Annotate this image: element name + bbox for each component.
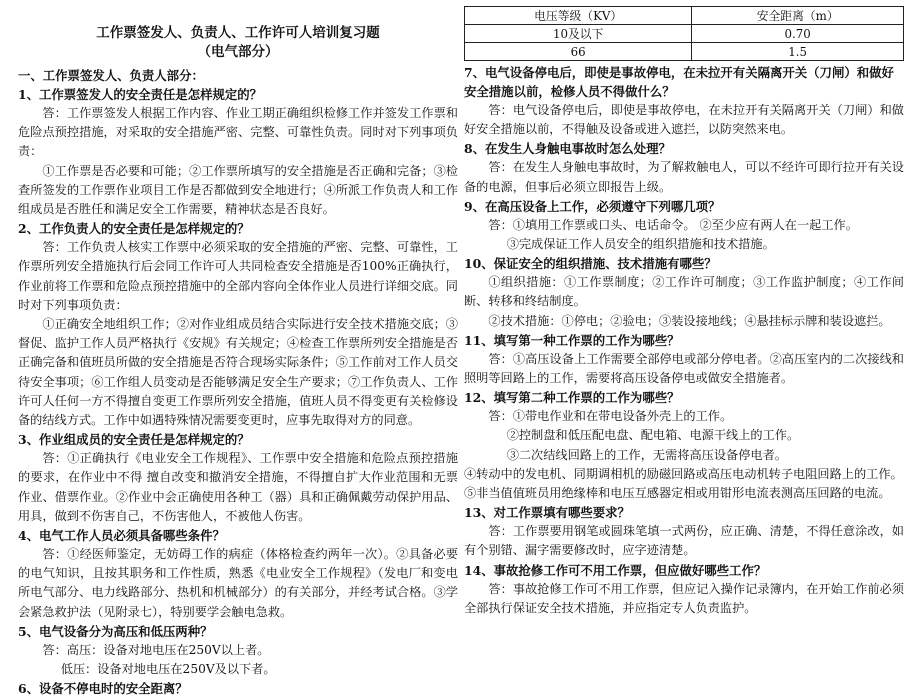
answer-11: 答：①高压设备上工作需要全部停电或部分停电者。②高压室内的二次接线和照明等回路上的工作，需要将高压设备停电或做安全措施者。 bbox=[464, 351, 904, 386]
question-5: 5、电气设备分为高压和低压两种？ bbox=[18, 623, 213, 639]
answer-12-item2: ②控制盘和低压配电盘、配电箱、电源干线上的工作。 bbox=[506, 428, 800, 443]
table-cell: 66 bbox=[465, 43, 692, 61]
question-10: 10、保证安全的组织措施、技术措施有哪些？ bbox=[464, 256, 717, 272]
answer-5-high: 答：高压：设备对地电压在250V以上者。 bbox=[42, 642, 270, 657]
table-cell: 1.5 bbox=[692, 43, 904, 61]
question-9: 9、在高压设备上工作，必须遵守下列哪几项？ bbox=[464, 198, 721, 214]
table-header-distance: 安全距离（m） bbox=[692, 7, 904, 25]
answer-2-items: ①正确安全地组织工作；②对作业组成员结合实际进行安全技术措施交底；③督促、监护工作人员严格执行《安规》有关规定；④检查工作票所列安全措施是否正确完备和值班员所做的安全措施是否符合现场实际条件；⑤工作前对工作人员交待安全事项；⑥工作组人员变动是否能够满足安全生产要求；⑦工作负责人、工作许可人任何一方不得擅自变更工作票所列安全措施，值班人员不得变更有关检修设备的结线方式。工作中如遇特殊情况需要变更时，应事先取得对方的同意。 bbox=[18, 317, 458, 428]
question-3: 3、作业组成员的安全责任是怎样规定的？ bbox=[18, 432, 250, 448]
answer-10-org: ①组织措施：①工作票制度；②工作许可制度；③工作监护制度；④工作间断、转移和终结制度。 bbox=[464, 275, 904, 309]
section-heading: 一、工作票签发人、负责人部分： bbox=[18, 68, 204, 83]
question-13: 13、对工作票填有哪些要求？ bbox=[464, 505, 630, 521]
answer-7: 答：电气设备停电后，即使是事故停电，在未拉开有关隔离开关（刀闸）和做好安全措施以前，不得触及设备或进入遮拦，以防突然来电。 bbox=[464, 103, 904, 137]
table-row bbox=[465, 43, 904, 61]
left-column bbox=[18, 0, 458, 698]
question-11: 11、填写第一种工作票的工作为哪些？ bbox=[464, 332, 680, 348]
answer-1: 答：工作票签发人根据工作内容、作业工期正确组织检修工作并签发工作票和危险点预控措施，对采取的安全措施严密、完整、可靠性负责。同时对下列事项负责： bbox=[18, 106, 458, 159]
right-column bbox=[464, 0, 904, 618]
question-2: 2、工作负责人的安全责任是怎样规定的？ bbox=[18, 221, 250, 237]
question-6: 6、设备不停电时的安全距离？ bbox=[18, 681, 188, 697]
question-4: 4、电气工作人员必须具备哪些条件？ bbox=[18, 528, 225, 544]
question-12: 12、填写第二种工作票的工作为哪些？ bbox=[464, 390, 680, 406]
answer-4: 答：①经医师鉴定，无妨碍工作的病症（体格检查约两年一次）。②具备必要的电气知识，且按其职务和工作性质，熟悉《电业安全工作规程》（发电厂和变电所电气部分、电力线路部分、热机和机械部分）的有关部分，并经考试合格。③学会紧急救护法（见附录七），特别要学会触电急救。 bbox=[18, 547, 458, 619]
table-cell: 10及以下 bbox=[465, 25, 692, 43]
document-subtitle: （电气部分） bbox=[197, 44, 279, 60]
table-header-voltage: 电压等级（KV） bbox=[465, 7, 692, 25]
answer-3: 答：①正确执行《电业安全工作规程》、工作票中安全措施和危险点预控措施的要求，在作业中不得 擅自改变和撤消安全措施，不得擅自扩大作业范围和无票作业、借票作业。②作业中会正确使用各种工（器）具和正确佩戴劳动保护用品、用具，做到不伤害自己，不伤害他人，不被他人伤害。 bbox=[18, 451, 458, 523]
question-14: 14、事故抢修工作可不用工作票，但应做好哪些工作？ bbox=[464, 562, 767, 578]
question-7: 7、电气设备停电后，即使是事故停电，在未拉开有关隔离开关（刀闸）和做好安全措施以前，检修人员不得做什么？ bbox=[464, 65, 894, 99]
answer-1-items: ①工作票是否必要和可能；②工作票所填写的安全措施是否正确和完备；③检查所签发的工作票作业项目工作是否都做到安全地进行；④所派工作负责人和工作组成员是否胜任和满足安全工作需要，精神状态是否良好。 bbox=[18, 163, 458, 217]
answer-12-item1: 答：①带电作业和在带电设备外壳上的工作。 bbox=[488, 409, 733, 424]
answer-2: 答：工作负责人核实工作票中必须采取的安全措施的严密、完整、可靠性，工作票所列安全措施执行后会同工作许可人共同检查安全措施是否100%正确执行，作业前将工作票和危险点预控措施中的全部内容向全体作业人员进行详细交底。同时对下列事项负责： bbox=[18, 240, 458, 312]
question-1: 1、工作票签发人的安全责任是怎样规定的？ bbox=[18, 87, 263, 102]
answer-9-item3: ③完成保证工作人员安全的组织措施和技术措施。 bbox=[506, 237, 775, 252]
table-row bbox=[465, 25, 904, 43]
answer-13: 答：工作票要用钢笔或圆珠笔填一式两份，应正确、清楚，不得任意涂改，如有个别错、漏字需要修改时，应字迹清楚。 bbox=[464, 524, 904, 558]
answer-8: 答：在发生人身触电事故时，为了解救触电人，可以不经许可即行拉开有关设备的电源，但事后必须立即报告上级。 bbox=[464, 160, 904, 194]
answer-10-tech: ②技术措施：①停电；②验电；③装设接地线；④悬挂标示牌和装设遮拦。 bbox=[488, 313, 891, 328]
answer-12-item3: ③二次结线回路上的工作，无需将高压设备停电者。 bbox=[506, 447, 787, 462]
answer-12-item4: ④转动中的发电机、同期调相机的励磁回路或高压电动机转子电阻回路上的工作。 bbox=[464, 466, 903, 481]
answer-9: 答：①填用工作票或口头、电话命令。 ②至少应有两人在一起工作。 bbox=[488, 217, 858, 232]
answer-5-low: 低压：设备对地电压在250V及以下者。 bbox=[60, 662, 276, 677]
safety-distance-table bbox=[464, 6, 904, 61]
table-cell: 0.70 bbox=[692, 25, 904, 43]
answer-12-item5: ⑤非当值值班员用绝缘棒和电压互感器定相或用钳形电流表测高压回路的电流。 bbox=[464, 486, 891, 501]
document-title: 工作票签发人、负责人、工作许可人培训复习题 bbox=[96, 25, 380, 41]
table-header-row bbox=[465, 7, 904, 25]
question-8: 8、在发生人身触电事故时怎么处理？ bbox=[464, 141, 671, 157]
answer-14: 答：事故抢修工作可不用工作票，但应记入操作记录簿内，在开始工作前必须全部执行保证安全技术措施，并应指定专人负责监护。 bbox=[464, 581, 904, 615]
